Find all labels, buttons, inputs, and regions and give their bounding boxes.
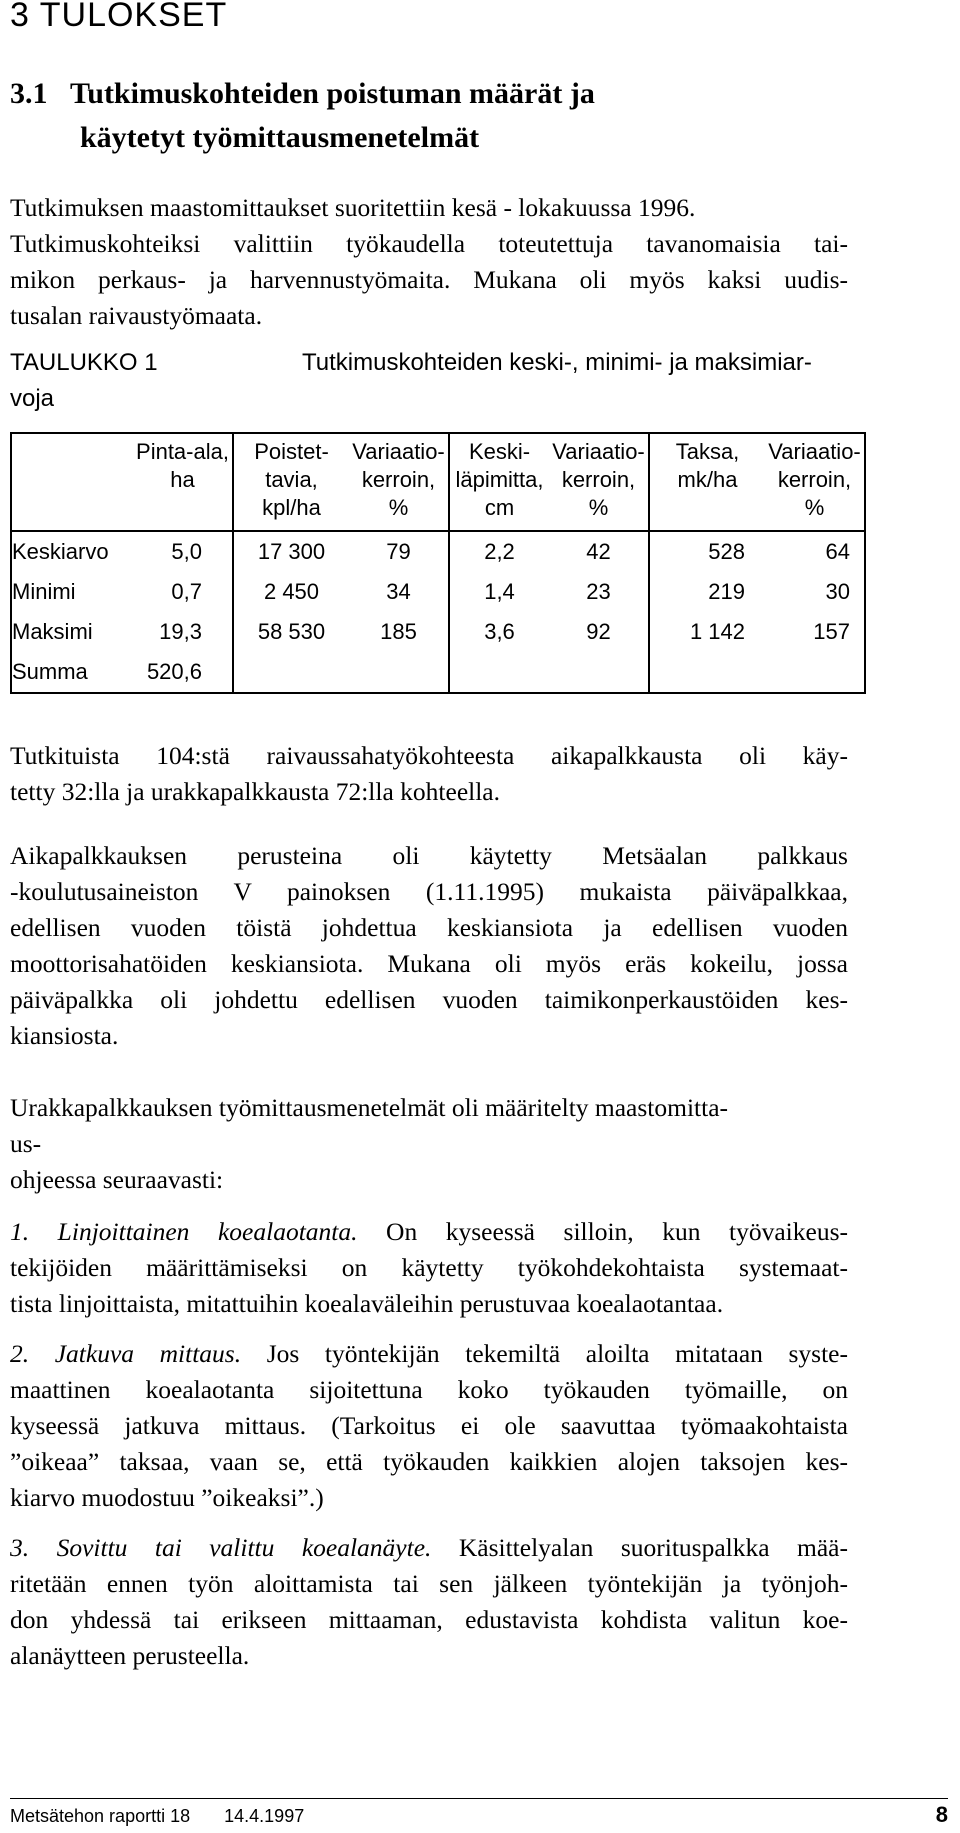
cell-value — [765, 652, 865, 693]
footer-date: 14.4.1997 — [224, 1806, 305, 1826]
header-cell: Variaatio- kerroin, % — [349, 433, 449, 531]
table-number: TAULUKKO 1 — [10, 349, 158, 376]
row-label: Summa — [11, 652, 133, 693]
cell-value: 528 — [649, 531, 765, 572]
paragraph-line: Aikapalkkauksen perusteina oli käytetty Metsäalan palkkaus — [10, 841, 848, 870]
list-item-line: 2. Jatkuva mittaus. Jos työntekijän tekemiltä aloilta mitataan syste- — [10, 1339, 848, 1368]
list-item-line: alanäytteen perusteella. — [10, 1641, 250, 1670]
list-item-2 — [10, 1336, 848, 1516]
cell-value: 520,6 — [133, 652, 233, 693]
list-item-1 — [10, 1214, 848, 1322]
cell-value — [549, 652, 649, 693]
paragraph-line: Tutkituista 104:stä raivaussahatyökohteesta aikapalkkausta oli käy- — [10, 741, 848, 770]
cell-value — [233, 652, 349, 693]
table-header-row — [11, 433, 865, 531]
row-label: Keskiarvo — [11, 531, 133, 572]
table-row — [11, 612, 865, 652]
footer-divider — [10, 1798, 948, 1799]
paragraph-3 — [10, 1090, 848, 1198]
page-number: 8 — [935, 1802, 948, 1827]
section-heading — [10, 72, 595, 160]
header-cell: Pinta-ala, ha — [133, 433, 233, 531]
list-item-line: tista linjoittaista, mitattuihin koealaväleihin perustuvaa koealaotantaa. — [10, 1289, 724, 1318]
list-item-line: ritetään ennen työn aloittamista tai sen jälkeen työntekijän ja työnjoh- — [10, 1569, 848, 1598]
paragraph-1 — [10, 738, 848, 810]
cell-value: 58 530 — [233, 612, 349, 652]
row-label: Maksimi — [11, 612, 133, 652]
cell-value: 23 — [586, 579, 611, 604]
table-row — [11, 531, 865, 572]
cell-value: 1,4 — [449, 572, 549, 612]
cell-value: 30 — [765, 572, 865, 612]
intro-line: mikon perkaus- ja harvennustyömaita. Mukana oli myös kaksi uudis- — [10, 265, 848, 294]
cell-value: 42 — [549, 531, 649, 572]
cell-value: 2,2 — [449, 531, 549, 572]
page-footer — [10, 1806, 304, 1827]
paragraph-line: edellisen vuoden töistä johdettua keskiansiota ja edellisen vuoden — [10, 913, 848, 942]
paragraph-line: tetty 32:lla ja urakkapalkkausta 72:lla kohteella. — [10, 777, 501, 806]
header-cell: Keski- läpimitta, cm — [449, 433, 549, 531]
paragraph-line: moottorisahatöiden keskiansiota. Mukana oli myös eräs kokeilu, jossa — [10, 949, 848, 978]
list-item-line: kyseessä jatkuva mittaus. (Tarkoitus ei ole saavuttaa työmaakohtaista — [10, 1411, 848, 1440]
list-item-line: don yhdessä tai erikseen mittaaman, edustavista kohdista valitun koe- — [10, 1605, 848, 1634]
cell-value: 92 — [586, 619, 611, 644]
cell-value — [349, 652, 449, 693]
intro-line: Tutkimuksen maastomittaukset suoritettiin kesä - lokakuussa 1996. — [10, 193, 696, 222]
cell-value — [449, 652, 549, 693]
row-label: Minimi — [11, 572, 133, 612]
section-title-line-2: käytetyt työmittausmenetelmät — [80, 121, 480, 154]
section-number: 3.1 — [10, 77, 48, 110]
list-item-title: 3. Sovittu tai valittu koealanäyte. — [10, 1533, 432, 1562]
intro-line: Tutkimuskohteiksi valittiin työkaudella toteutettuja tavanomaisia tai- — [10, 229, 848, 258]
header-cell: Variaatio- kerroin, % — [549, 433, 649, 531]
intro-paragraph — [10, 190, 848, 334]
cell-value: 185 — [380, 619, 417, 644]
results-table — [10, 432, 866, 694]
header-cell: Poistet- tavia, kpl/ha — [233, 433, 349, 531]
table-row — [11, 572, 865, 612]
table-row — [11, 652, 865, 693]
list-item-line: 1. Linjoittainen koealaotanta. On kyseessä silloin, kun työvaikeus- — [10, 1217, 848, 1246]
cell-value: 2 450 — [233, 572, 349, 612]
footer-report-title: Metsätehon raportti 18 — [10, 1806, 191, 1826]
paragraph-line: -koulutusaineiston V painoksen (1.11.1995) mukaista päiväpalkkaa, — [10, 877, 848, 906]
cell-value: 34 — [386, 579, 411, 604]
list-item-title: 1. Linjoittainen koealaotanta. — [10, 1217, 358, 1246]
cell-value: 17 300 — [233, 531, 349, 572]
list-item-3 — [10, 1530, 848, 1674]
list-item-line: tekijöiden määrittämiseksi on käytetty työkohdekohtaista systemaat- — [10, 1253, 848, 1282]
cell-value — [649, 652, 765, 693]
list-item-line: kiarvo muodostuu ”oikeaksi”.) — [10, 1483, 324, 1512]
cell-value: 1 142 — [649, 612, 765, 652]
table-caption-cont: voja — [10, 385, 55, 412]
chapter-heading: 3 TULOKSET — [10, 0, 228, 34]
paragraph-line: ohjeessa seuraavasti: — [10, 1165, 224, 1194]
cell-value: 219 — [649, 572, 765, 612]
paragraph-line: us- — [10, 1129, 42, 1158]
header-corner — [11, 433, 133, 531]
list-item-line: 3. Sovittu tai valittu koealanäyte. Käsittelyalan suorituspalkka mää- — [10, 1533, 848, 1562]
paragraph-line: päiväpalkka oli johdettu edellisen vuoden taimikonperkaustöiden kes- — [10, 985, 848, 1014]
cell-value: 3,6 — [449, 612, 549, 652]
header-cell: Variaatio- kerroin, % — [765, 433, 865, 531]
cell-value: 64 — [765, 531, 865, 572]
list-item-line: ”oikeaa” taksaa, vaan se, että työkauden kaikkien alojen taksojen kes- — [10, 1447, 848, 1476]
paragraph-line: Urakkapalkkauksen työmittausmenetelmät oli määritelty maastomitta- — [10, 1093, 729, 1122]
cell-value: 19,3 — [159, 619, 202, 644]
paragraph-2 — [10, 838, 848, 1054]
cell-value: 5,0 — [133, 531, 233, 572]
list-item-title: 2. Jatkuva mittaus. — [10, 1339, 242, 1368]
table-caption: Tutkimuskohteiden keski-, minimi- ja maksimiar- — [302, 349, 812, 376]
intro-line: tusalan raivaustyömaata. — [10, 301, 263, 330]
cell-value: 79 — [349, 531, 449, 572]
cell-value: 0,7 — [171, 579, 202, 604]
section-title-line-1: Tutkimuskohteiden poistuman määrät ja — [70, 77, 595, 110]
paragraph-line: kiansiosta. — [10, 1021, 119, 1050]
table-label — [10, 345, 158, 417]
cell-value: 157 — [765, 612, 865, 652]
list-item-line: maattinen koealaotanta sijoitettuna koko työkauden työmaille, on — [10, 1375, 848, 1404]
header-cell: Taksa, mk/ha — [649, 433, 765, 531]
